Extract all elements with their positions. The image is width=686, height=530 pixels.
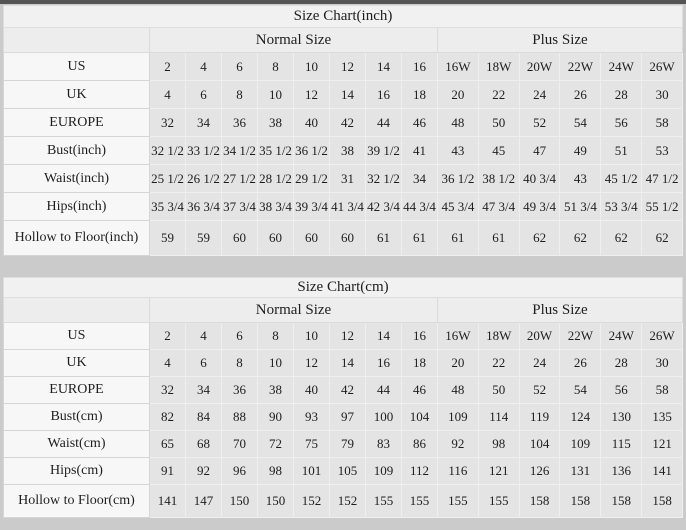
size-value-cell: 40 [294,109,330,137]
size-value-cell: 36 1/2 [438,165,479,193]
size-value-cell: 18 [402,350,438,377]
size-value-cell: 6 [186,350,222,377]
table-row [4,458,683,485]
size-value-cell: 22W [560,323,601,350]
size-value-cell: 4 [150,350,186,377]
size-value-cell: 38 [258,109,294,137]
size-value-cell: 36 3/4 [186,193,222,221]
size-value-cell: 4 [186,323,222,350]
row-label: Waist(inch) [4,165,150,193]
table-row [4,221,683,256]
size-value-cell: 150 [222,485,258,518]
size-value-cell: 39 1/2 [366,137,402,165]
size-value-cell: 131 [560,458,601,485]
size-value-cell: 114 [478,404,519,431]
size-value-cell: 39 3/4 [294,193,330,221]
size-value-cell: 92 [438,431,479,458]
size-value-cell: 60 [222,221,258,256]
row-label: Hips(cm) [4,458,150,485]
size-value-cell: 56 [601,109,642,137]
size-value-cell: 28 [601,81,642,109]
size-value-cell: 2 [150,53,186,81]
size-value-cell: 62 [642,221,683,256]
size-value-cell: 12 [294,81,330,109]
size-value-cell: 24W [601,53,642,81]
size-value-cell: 46 [402,109,438,137]
size-value-cell: 46 [402,377,438,404]
size-value-cell: 115 [601,431,642,458]
size-value-cell: 58 [642,377,683,404]
size-value-cell: 50 [478,377,519,404]
size-value-cell: 104 [519,431,560,458]
size-value-cell: 29 1/2 [294,165,330,193]
size-value-cell: 42 3/4 [366,193,402,221]
size-value-cell: 33 1/2 [186,137,222,165]
size-value-cell: 34 [402,165,438,193]
size-value-cell: 4 [186,53,222,81]
table-row [4,193,683,221]
size-value-cell: 35 3/4 [150,193,186,221]
size-value-cell: 42 [330,109,366,137]
size-value-cell: 44 [366,109,402,137]
table-row [4,109,683,137]
table-row [4,377,683,404]
size-value-cell: 14 [330,81,366,109]
table-row [4,323,683,350]
size-value-cell: 32 [150,109,186,137]
size-value-cell: 8 [222,350,258,377]
size-value-cell: 45 3/4 [438,193,479,221]
size-value-cell: 20 [438,350,479,377]
size-value-cell: 12 [330,323,366,350]
size-value-cell: 22W [560,53,601,81]
group-header-plus-size: Plus Size [438,28,683,53]
size-value-cell: 32 1/2 [150,137,186,165]
size-value-cell: 96 [222,458,258,485]
size-value-cell: 150 [258,485,294,518]
size-value-cell: 6 [222,53,258,81]
size-value-cell: 36 1/2 [294,137,330,165]
table-row [4,81,683,109]
size-value-cell: 58 [642,109,683,137]
size-value-cell: 26W [642,53,683,81]
table-row [4,165,683,193]
row-label: Hollow to Floor(inch) [4,221,150,256]
size-value-cell: 16 [366,350,402,377]
size-chart-cm-table [3,277,683,518]
size-value-cell: 36 [222,377,258,404]
size-value-cell: 51 3/4 [560,193,601,221]
size-value-cell: 14 [330,350,366,377]
size-value-cell: 52 [519,109,560,137]
size-value-cell: 4 [150,81,186,109]
size-value-cell: 82 [150,404,186,431]
size-value-cell: 98 [478,431,519,458]
size-value-cell: 2 [150,323,186,350]
size-value-cell: 98 [258,458,294,485]
size-value-cell: 16W [438,53,479,81]
row-label: UK [4,350,150,377]
size-value-cell: 14 [366,53,402,81]
size-value-cell: 50 [478,109,519,137]
row-label: Hips(inch) [4,193,150,221]
size-value-cell: 52 [519,377,560,404]
table-row [4,404,683,431]
size-value-cell: 147 [186,485,222,518]
size-value-cell: 53 3/4 [601,193,642,221]
size-value-cell: 36 [222,109,258,137]
size-value-cell: 158 [642,485,683,518]
size-value-cell: 152 [330,485,366,518]
size-value-cell: 10 [294,323,330,350]
corner-cell [4,28,150,53]
size-value-cell: 47 1/2 [642,165,683,193]
size-value-cell: 38 [258,377,294,404]
size-value-cell: 10 [258,350,294,377]
size-value-cell: 119 [519,404,560,431]
size-value-cell: 53 [642,137,683,165]
size-value-cell: 109 [560,431,601,458]
size-chart-inch-table [3,5,683,256]
size-value-cell: 22 [478,81,519,109]
table-row [4,137,683,165]
size-value-cell: 72 [258,431,294,458]
size-value-cell: 86 [402,431,438,458]
group-header-plus-size: Plus Size [438,298,683,323]
size-value-cell: 20W [519,323,560,350]
size-value-cell: 16 [402,323,438,350]
row-label: US [4,53,150,81]
size-value-cell: 130 [601,404,642,431]
chart-title: Size Chart(inch) [4,6,683,28]
size-value-cell: 126 [519,458,560,485]
size-value-cell: 49 3/4 [519,193,560,221]
size-value-cell: 40 3/4 [519,165,560,193]
size-value-cell: 25 1/2 [150,165,186,193]
size-value-cell: 45 [478,137,519,165]
size-value-cell: 51 [601,137,642,165]
size-value-cell: 32 [150,377,186,404]
group-header-normal-size: Normal Size [150,28,438,53]
size-value-cell: 20 [438,81,479,109]
size-value-cell: 91 [150,458,186,485]
size-value-cell: 61 [438,221,479,256]
size-value-cell: 31 [330,165,366,193]
size-value-cell: 26 [560,350,601,377]
row-label: US [4,323,150,350]
size-value-cell: 62 [601,221,642,256]
size-value-cell: 61 [402,221,438,256]
size-value-cell: 43 [438,137,479,165]
size-value-cell: 88 [222,404,258,431]
size-value-cell: 28 [601,350,642,377]
size-value-cell: 141 [150,485,186,518]
size-value-cell: 158 [601,485,642,518]
size-value-cell: 18W [478,323,519,350]
row-label: Hollow to Floor(cm) [4,485,150,518]
size-value-cell: 158 [519,485,560,518]
size-value-cell: 65 [150,431,186,458]
size-value-cell: 97 [330,404,366,431]
size-value-cell: 24 [519,81,560,109]
size-value-cell: 101 [294,458,330,485]
size-value-cell: 24 [519,350,560,377]
size-value-cell: 47 3/4 [478,193,519,221]
size-value-cell: 75 [294,431,330,458]
size-value-cell: 124 [560,404,601,431]
size-value-cell: 61 [366,221,402,256]
table-row [4,431,683,458]
size-value-cell: 49 [560,137,601,165]
size-value-cell: 62 [560,221,601,256]
size-value-cell: 28 1/2 [258,165,294,193]
size-value-cell: 27 1/2 [222,165,258,193]
size-value-cell: 34 1/2 [222,137,258,165]
size-value-cell: 61 [478,221,519,256]
size-value-cell: 155 [478,485,519,518]
size-value-cell: 43 [560,165,601,193]
size-value-cell: 155 [402,485,438,518]
size-value-cell: 90 [258,404,294,431]
size-value-cell: 55 1/2 [642,193,683,221]
size-value-cell: 41 [402,137,438,165]
size-value-cell: 62 [519,221,560,256]
size-value-cell: 48 [438,377,479,404]
size-value-cell: 152 [294,485,330,518]
size-value-cell: 16 [366,81,402,109]
size-value-cell: 112 [402,458,438,485]
size-value-cell: 54 [560,377,601,404]
size-value-cell: 22 [478,350,519,377]
size-value-cell: 59 [186,221,222,256]
size-value-cell: 136 [601,458,642,485]
row-label: Bust(cm) [4,404,150,431]
size-value-cell: 48 [438,109,479,137]
size-value-cell: 18 [402,81,438,109]
size-value-cell: 60 [258,221,294,256]
size-value-cell: 16W [438,323,479,350]
size-value-cell: 38 1/2 [478,165,519,193]
size-value-cell: 105 [330,458,366,485]
size-value-cell: 54 [560,109,601,137]
size-value-cell: 37 3/4 [222,193,258,221]
size-value-cell: 70 [222,431,258,458]
size-value-cell: 100 [366,404,402,431]
size-value-cell: 8 [258,323,294,350]
size-value-cell: 10 [294,53,330,81]
size-value-cell: 44 3/4 [402,193,438,221]
size-value-cell: 30 [642,81,683,109]
size-value-cell: 84 [186,404,222,431]
size-value-cell: 16 [402,53,438,81]
size-value-cell: 104 [402,404,438,431]
size-value-cell: 109 [438,404,479,431]
size-value-cell: 79 [330,431,366,458]
size-value-cell: 6 [186,81,222,109]
row-label: EUROPE [4,109,150,137]
size-value-cell: 92 [186,458,222,485]
row-label: UK [4,81,150,109]
row-label: Waist(cm) [4,431,150,458]
size-value-cell: 35 1/2 [258,137,294,165]
chart-title: Size Chart(cm) [4,278,683,298]
size-value-cell: 26 [560,81,601,109]
size-value-cell: 12 [330,53,366,81]
size-value-cell: 141 [642,458,683,485]
size-value-cell: 41 3/4 [330,193,366,221]
size-value-cell: 34 [186,377,222,404]
table-row [4,350,683,377]
size-value-cell: 30 [642,350,683,377]
size-value-cell: 26 1/2 [186,165,222,193]
size-value-cell: 6 [222,323,258,350]
size-value-cell: 155 [438,485,479,518]
size-value-cell: 109 [366,458,402,485]
size-value-cell: 121 [478,458,519,485]
size-value-cell: 14 [366,323,402,350]
size-value-cell: 60 [330,221,366,256]
size-value-cell: 56 [601,377,642,404]
size-value-cell: 38 [330,137,366,165]
size-value-cell: 38 3/4 [258,193,294,221]
size-value-cell: 12 [294,350,330,377]
size-value-cell: 40 [294,377,330,404]
size-value-cell: 68 [186,431,222,458]
size-value-cell: 93 [294,404,330,431]
row-label: Bust(inch) [4,137,150,165]
page-top-edge [0,0,686,4]
size-value-cell: 44 [366,377,402,404]
row-label: EUROPE [4,377,150,404]
size-value-cell: 8 [258,53,294,81]
size-value-cell: 45 1/2 [601,165,642,193]
size-value-cell: 42 [330,377,366,404]
size-value-cell: 32 1/2 [366,165,402,193]
size-value-cell: 18W [478,53,519,81]
size-value-cell: 83 [366,431,402,458]
size-value-cell: 135 [642,404,683,431]
size-value-cell: 158 [560,485,601,518]
table-row [4,53,683,81]
size-value-cell: 34 [186,109,222,137]
size-value-cell: 59 [150,221,186,256]
size-value-cell: 20W [519,53,560,81]
group-header-normal-size: Normal Size [150,298,438,323]
corner-cell [4,298,150,323]
size-value-cell: 116 [438,458,479,485]
size-value-cell: 24W [601,323,642,350]
size-value-cell: 26W [642,323,683,350]
size-value-cell: 155 [366,485,402,518]
size-value-cell: 8 [222,81,258,109]
size-value-cell: 10 [258,81,294,109]
table-row [4,485,683,518]
size-value-cell: 60 [294,221,330,256]
size-value-cell: 47 [519,137,560,165]
size-value-cell: 121 [642,431,683,458]
